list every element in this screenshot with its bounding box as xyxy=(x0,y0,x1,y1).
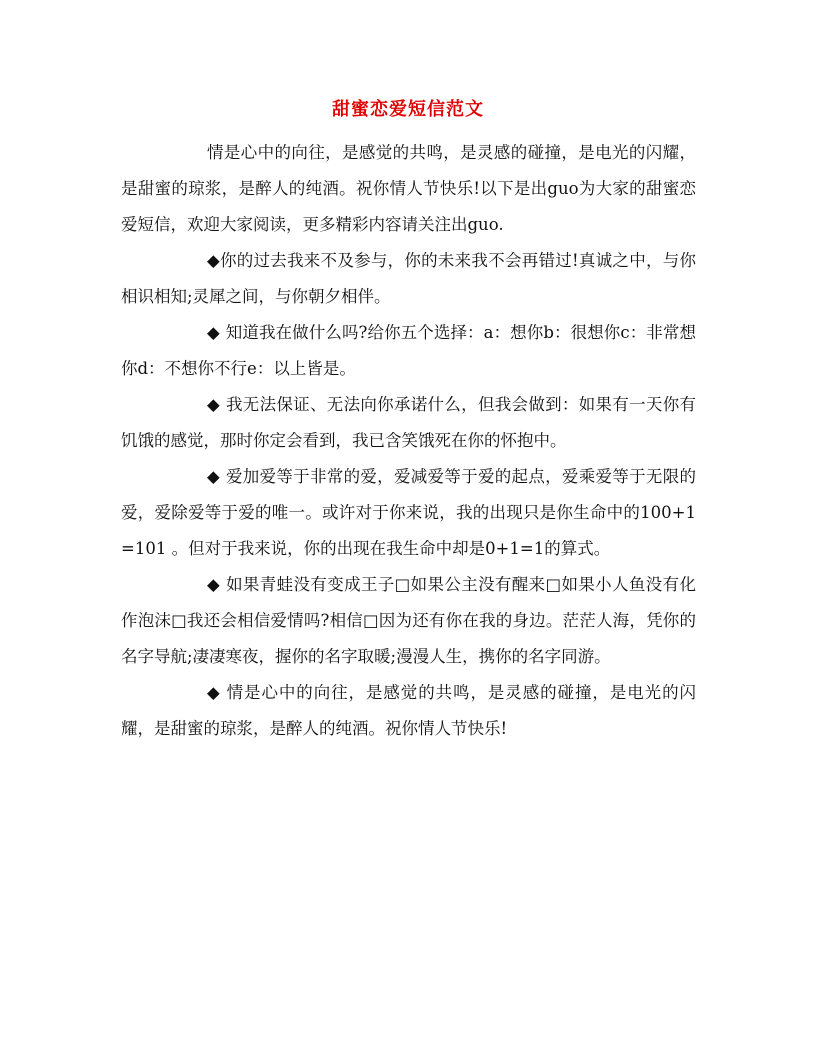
paragraph-text: 情是心中的向往，是感觉的共鸣，是灵感的碰撞，是电光的闪耀，是甜蜜的琼浆，是醉人的纯酒。祝你情人节快乐! xyxy=(121,683,696,738)
diamond-bullet-icon: ◆ xyxy=(207,683,221,702)
diamond-bullet-icon: ◆ xyxy=(207,467,220,486)
diamond-bullet-icon: ◆ xyxy=(207,575,221,594)
paragraph xyxy=(121,387,696,459)
document-body xyxy=(121,135,696,747)
paragraph xyxy=(121,459,696,567)
paragraph-text: 如果青蛙没有变成王子□如果公主没有醒来□如果小人鱼没有化作泡沫□我还会相信爱情吗?相信□因为还有你在我的身边。茫茫人海，凭你的名字导航;凄凄寒夜，握你的名字取暖;漫漫人生，携你的名字同游。 xyxy=(121,575,696,666)
paragraph-text: 情是心中的向往，是感觉的共鸣，是灵感的碰撞，是电光的闪耀，是甜蜜的琼浆，是醉人的纯酒。祝你情人节快乐!以下是出guo为大家的甜蜜恋爱短信，欢迎大家阅读，更多精彩内容请关注出guo. xyxy=(121,143,696,234)
paragraph xyxy=(121,675,696,747)
paragraph xyxy=(121,243,696,315)
diamond-bullet-icon: ◆ xyxy=(207,395,220,414)
paragraph xyxy=(121,567,696,675)
paragraph-text: 你的过去我来不及参与，你的未来我不会再错过!真诚之中，与你相识相知;灵犀之间，与你朝夕相伴。 xyxy=(121,251,696,306)
paragraph-text: 我无法保证、无法向你承诺什么，但我会做到：如果有一天你有饥饿的感觉，那时你定会看到，我已含笑饿死在你的怀抱中。 xyxy=(121,395,697,450)
paragraph xyxy=(121,135,696,243)
paragraph-text: 知道我在做什么吗?给你五个选择：a：想你b：很想你c：非常想你d：不想你不行e：以上皆是。 xyxy=(121,323,696,378)
diamond-bullet-icon: ◆ xyxy=(207,323,220,342)
diamond-bullet-icon: ◆ xyxy=(207,251,220,270)
paragraph xyxy=(121,315,696,387)
document-title: 甜蜜恋爱短信范文 xyxy=(332,99,484,120)
paragraph-text: 爱加爱等于非常的爱，爱减爱等于爱的起点，爱乘爱等于无限的爱，爱除爱等于爱的唯一。或许对于你来说，我的出现只是你生命中的100+1=101 。但对于我来说，你的出现在我生命中却是0+1=1的算式。 xyxy=(121,467,697,558)
